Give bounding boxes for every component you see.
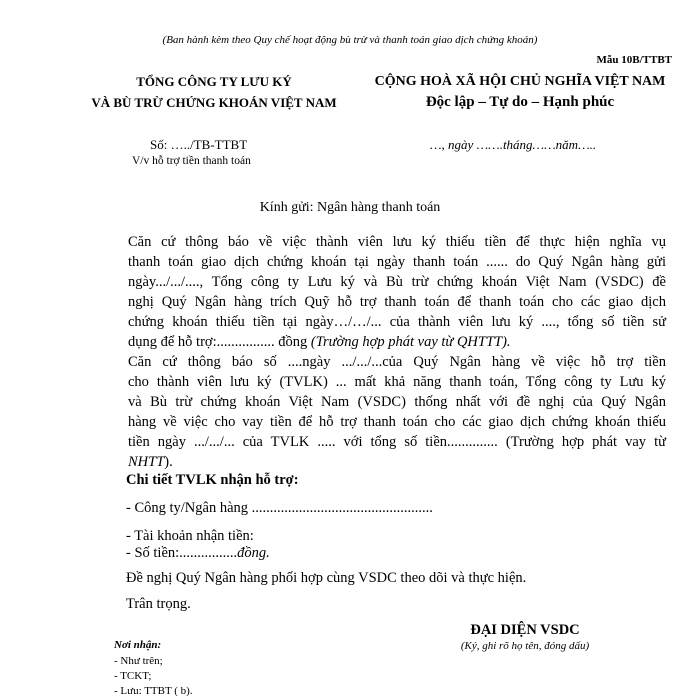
closing-text: Trân trọng. xyxy=(126,596,191,612)
paragraph-1 xyxy=(84,232,666,352)
paragraph-1-line: thanh toán giao dịch chứng khoán tại ngày thanh toán ...... do Quý Ngân hàng gửi xyxy=(128,254,666,270)
signature-title: ĐẠI DIỆN VSDC xyxy=(470,622,580,638)
detail-amount-unit: đồng. xyxy=(237,545,270,561)
paragraph-2-line: và Bù trừ chứng khoán Việt Nam (VSDC) thống nhất với đề nghị của Quý Ngân xyxy=(128,394,666,410)
detail-account: - Tài khoản nhận tiền: xyxy=(126,528,254,544)
paragraph-2-line: Căn cứ thông báo số ....ngày .../.../...của Quý Ngân hàng về việc hỗ trợ tiền xyxy=(128,354,666,370)
document-date: …, ngày …….tháng……năm….. xyxy=(430,137,597,152)
paragraph-1-last-line xyxy=(84,332,666,352)
paragraph-2-line: hàng về việc cho vay tiền để hỗ trợ thanh toán cho các giao dịch chứng khoán thiếu xyxy=(128,414,666,430)
paragraph-2 xyxy=(84,352,666,472)
request-text: Đề nghị Quý Ngân hàng phối hợp cùng VSDC theo dõi và thực hiện. xyxy=(126,570,527,586)
document-subject: V/v hỗ trợ tiền thanh toán xyxy=(132,155,251,167)
org-name-line2: VÀ BÙ TRỪ CHỨNG KHOÁN VIỆT NAM xyxy=(91,95,337,110)
paragraph-1-line: Căn cứ thông báo về việc thành viên lưu ký thiếu tiền để thực hiện nghĩa vụ xyxy=(128,234,666,250)
paragraph-2-last-line xyxy=(84,452,666,472)
detail-amount xyxy=(126,545,270,562)
detail-company: - Công ty/Ngân hàng .................................................. xyxy=(126,500,433,516)
recipient-item: - TCKT; xyxy=(114,670,152,682)
signature-note: (Ký, ghi rõ họ tên, đóng dấu) xyxy=(460,640,590,652)
issued-note: (Ban hành kèm theo Quy chế hoạt động bù trừ và thanh toán giao dịch chứng khoán) xyxy=(162,34,538,46)
form-code: Mẫu 10B/TTBT xyxy=(596,54,672,66)
paragraph-2-last-plain: ). xyxy=(164,454,173,470)
national-motto: Độc lập – Tự do – Hạnh phúc xyxy=(425,94,615,110)
org-name-line1: TỔNG CÔNG TY LƯU KÝ xyxy=(136,74,292,89)
paragraph-1-line: chứng khoán thiếu tiền tại ngày…/…/... của thành viên lưu ký ...., tổng số tiền sử xyxy=(128,314,666,330)
paragraph-2-line: tiền ngày .../.../... của TVLK ..... với tổng số tiền.............. (Trường hợp phát vay từ xyxy=(128,434,666,450)
paragraph-2-last-italic: NHTT xyxy=(128,454,165,470)
recipient-item: - Lưu: TTBT ( b). xyxy=(114,685,193,697)
document-number: Số: …../TB-TTBT xyxy=(150,137,248,152)
nation-title: CỘNG HOÀ XÃ HỘI CHỦ NGHĨA VIỆT NAM xyxy=(374,74,666,89)
greeting: Kính gửi: Ngân hàng thanh toán xyxy=(259,200,441,215)
details-title: Chi tiết TVLK nhận hỗ trợ: xyxy=(126,472,299,488)
paragraph-2-line: cho thành viên lưu ký (TVLK) ... mất khả năng thanh toán, Tổng công ty Lưu ký xyxy=(128,374,666,390)
recipient-item: - Như trên; xyxy=(114,655,163,667)
recipients-title: Nơi nhận: xyxy=(114,639,162,651)
detail-amount-label: - Số tiền:................ xyxy=(126,545,238,561)
paragraph-1-last-italic: (Trường hợp phát vay từ QHTTT). xyxy=(310,334,511,350)
paragraph-1-line: nghị Quý Ngân hàng trích Quỹ hỗ trợ thanh toán để thanh toán cho các giao dịch xyxy=(128,294,666,310)
paragraph-1-line: ngày.../.../...., Tổng công ty Lưu ký và Bù trừ chứng khoán Việt Nam (VSDC) đề xyxy=(128,274,666,290)
paragraph-1-last-plain: dụng để hỗ trợ:................ đồng xyxy=(128,334,311,350)
